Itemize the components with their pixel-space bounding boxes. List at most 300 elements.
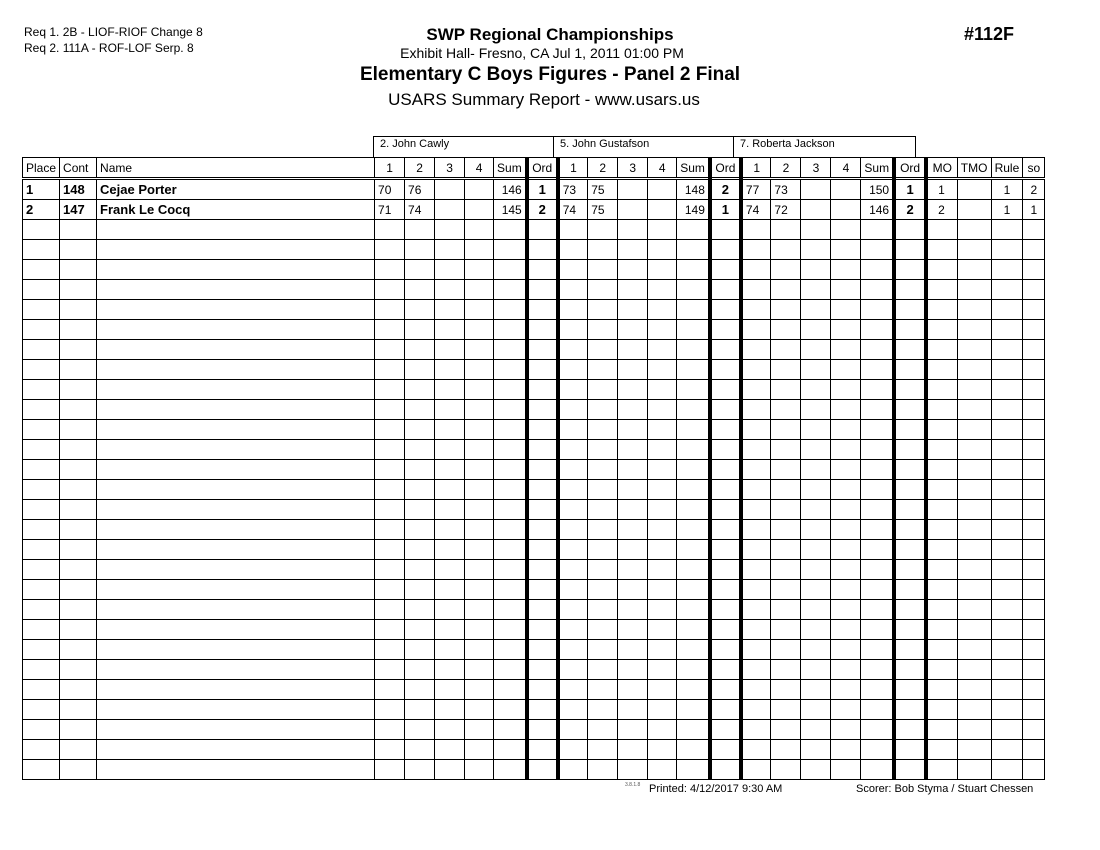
empty-cell [957, 540, 991, 560]
empty-cell [861, 560, 894, 580]
empty-cell [588, 340, 618, 360]
empty-cell [435, 340, 465, 360]
empty-cell [435, 220, 465, 240]
empty-cell [97, 420, 375, 440]
empty-cell [677, 640, 710, 660]
empty-cell [527, 700, 558, 720]
empty-cell [435, 260, 465, 280]
empty-cell [435, 380, 465, 400]
empty-cell [861, 380, 894, 400]
empty-cell [375, 560, 405, 580]
empty-cell [771, 480, 801, 500]
empty-cell [831, 700, 861, 720]
empty-cell [741, 220, 771, 240]
empty-cell [801, 520, 831, 540]
empty-cell [23, 420, 60, 440]
empty-cell [435, 720, 465, 740]
empty-cell [405, 760, 435, 780]
empty-cell [97, 400, 375, 420]
empty-cell [494, 520, 527, 540]
empty-cell [97, 380, 375, 400]
empty-cell [60, 760, 97, 780]
empty-cell [991, 620, 1023, 640]
empty-cell [957, 640, 991, 660]
empty-cell [894, 500, 926, 520]
col-j1-sum: Sum [494, 158, 527, 179]
empty-cell [527, 500, 558, 520]
empty-cell [677, 340, 710, 360]
empty-cell [375, 420, 405, 440]
empty-row [23, 740, 1045, 760]
empty-cell [677, 740, 710, 760]
empty-cell [648, 320, 677, 340]
empty-cell [558, 480, 588, 500]
empty-cell [771, 420, 801, 440]
empty-cell [405, 740, 435, 760]
empty-cell [894, 260, 926, 280]
empty-cell [60, 300, 97, 320]
empty-cell [648, 400, 677, 420]
empty-cell [991, 360, 1023, 380]
empty-cell [801, 320, 831, 340]
j2-3-cell [618, 200, 648, 220]
empty-cell [1023, 700, 1045, 720]
so-cell: 2 [1023, 179, 1045, 200]
empty-cell [648, 260, 677, 280]
empty-cell [375, 360, 405, 380]
empty-cell [831, 520, 861, 540]
empty-cell [60, 220, 97, 240]
empty-cell [677, 360, 710, 380]
judge-header-2 [553, 136, 734, 157]
empty-cell [405, 280, 435, 300]
empty-cell [494, 560, 527, 580]
empty-cell [741, 380, 771, 400]
empty-cell [465, 600, 494, 620]
empty-cell [494, 260, 527, 280]
empty-cell [588, 520, 618, 540]
empty-cell [648, 680, 677, 700]
empty-cell [861, 440, 894, 460]
empty-cell [618, 740, 648, 760]
empty-cell [618, 520, 648, 540]
empty-cell [677, 660, 710, 680]
empty-cell [465, 640, 494, 660]
empty-cell [527, 680, 558, 700]
empty-cell [710, 400, 741, 420]
empty-cell [60, 360, 97, 380]
empty-cell [23, 280, 60, 300]
j1-1-cell: 71 [375, 200, 405, 220]
so-cell: 1 [1023, 200, 1045, 220]
scorer-label: Scorer: Bob Styma / Stuart Chessen [856, 783, 1034, 795]
col-j2-sum: Sum [677, 158, 710, 179]
empty-cell [831, 460, 861, 480]
empty-cell [957, 300, 991, 320]
empty-cell [861, 340, 894, 360]
empty-cell [23, 660, 60, 680]
empty-cell [435, 520, 465, 540]
empty-cell [648, 480, 677, 500]
j2-2-cell: 75 [588, 179, 618, 200]
empty-cell [588, 660, 618, 680]
empty-cell [991, 480, 1023, 500]
empty-cell [801, 540, 831, 560]
empty-cell [527, 300, 558, 320]
empty-cell [465, 220, 494, 240]
empty-cell [60, 740, 97, 760]
empty-cell [465, 720, 494, 740]
empty-cell [957, 420, 991, 440]
empty-cell [710, 700, 741, 720]
empty-cell [588, 720, 618, 740]
col-j3-sum: Sum [861, 158, 894, 179]
empty-cell [494, 540, 527, 560]
empty-cell [588, 600, 618, 620]
empty-cell [771, 280, 801, 300]
empty-cell [23, 500, 60, 520]
empty-cell [405, 380, 435, 400]
empty-cell [926, 400, 957, 420]
empty-cell [558, 600, 588, 620]
empty-cell [741, 540, 771, 560]
empty-cell [677, 300, 710, 320]
empty-cell [588, 700, 618, 720]
empty-cell [771, 760, 801, 780]
empty-cell [435, 480, 465, 500]
empty-cell [527, 600, 558, 620]
empty-cell [677, 520, 710, 540]
empty-cell [710, 660, 741, 680]
col-j3-2: 2 [771, 158, 801, 179]
empty-cell [465, 620, 494, 640]
col-name: Name [97, 158, 375, 179]
judge-header-1 [373, 136, 554, 157]
empty-cell [435, 420, 465, 440]
empty-cell [618, 320, 648, 340]
empty-cell [405, 580, 435, 600]
empty-cell [618, 480, 648, 500]
empty-cell [741, 720, 771, 740]
empty-cell [97, 480, 375, 500]
empty-cell [1023, 280, 1045, 300]
empty-cell [861, 360, 894, 380]
empty-cell [465, 300, 494, 320]
empty-cell [648, 300, 677, 320]
empty-cell [527, 640, 558, 660]
empty-cell [957, 460, 991, 480]
empty-cell [957, 740, 991, 760]
empty-row [23, 280, 1045, 300]
empty-cell [648, 760, 677, 780]
col-j2-ord: Ord [710, 158, 741, 179]
empty-cell [801, 600, 831, 620]
empty-cell [1023, 640, 1045, 660]
empty-cell [648, 280, 677, 300]
empty-row [23, 700, 1045, 720]
empty-cell [926, 680, 957, 700]
empty-cell [97, 320, 375, 340]
empty-cell [405, 620, 435, 640]
empty-cell [991, 580, 1023, 600]
empty-cell [558, 220, 588, 240]
empty-row [23, 500, 1045, 520]
empty-cell [375, 320, 405, 340]
empty-cell [741, 400, 771, 420]
empty-cell [957, 340, 991, 360]
empty-cell [710, 680, 741, 700]
empty-cell [894, 360, 926, 380]
empty-cell [405, 700, 435, 720]
empty-cell [771, 240, 801, 260]
empty-cell [801, 680, 831, 700]
col-j1-3: 3 [435, 158, 465, 179]
empty-cell [741, 440, 771, 460]
empty-cell [465, 460, 494, 480]
empty-cell [1023, 460, 1045, 480]
empty-cell [648, 600, 677, 620]
empty-cell [465, 500, 494, 520]
empty-cell [710, 320, 741, 340]
empty-cell [741, 520, 771, 540]
empty-cell [861, 580, 894, 600]
empty-cell [801, 380, 831, 400]
empty-cell [97, 240, 375, 260]
empty-cell [405, 460, 435, 480]
j3-1-cell: 74 [741, 200, 771, 220]
empty-cell [435, 660, 465, 680]
empty-cell [1023, 300, 1045, 320]
empty-cell [23, 240, 60, 260]
empty-cell [23, 620, 60, 640]
empty-cell [618, 540, 648, 560]
empty-cell [771, 500, 801, 520]
empty-cell [618, 460, 648, 480]
j3-4-cell [831, 179, 861, 200]
empty-cell [741, 320, 771, 340]
empty-cell [861, 300, 894, 320]
empty-cell [741, 580, 771, 600]
empty-row [23, 560, 1045, 580]
empty-cell [405, 400, 435, 420]
empty-cell [648, 740, 677, 760]
col-j1-2: 2 [405, 158, 435, 179]
cont-cell: 147 [60, 200, 97, 220]
empty-cell [861, 320, 894, 340]
empty-cell [991, 440, 1023, 460]
tmo-cell [957, 179, 991, 200]
empty-cell [957, 320, 991, 340]
empty-cell [677, 440, 710, 460]
empty-cell [741, 280, 771, 300]
empty-cell [465, 660, 494, 680]
empty-cell [957, 220, 991, 240]
empty-cell [771, 220, 801, 240]
empty-cell [741, 740, 771, 760]
empty-cell [677, 540, 710, 560]
empty-cell [494, 420, 527, 440]
empty-cell [801, 280, 831, 300]
empty-cell [97, 580, 375, 600]
empty-cell [957, 580, 991, 600]
empty-cell [648, 220, 677, 240]
venue-line: Exhibit Hall- Fresno, CA Jul 1, 2011 01:00 PM [400, 45, 684, 61]
empty-cell [558, 400, 588, 420]
empty-cell [801, 360, 831, 380]
empty-cell [894, 440, 926, 460]
judge-name: 2. John Cawly [380, 138, 450, 150]
empty-cell [558, 260, 588, 280]
empty-cell [831, 260, 861, 280]
empty-cell [894, 680, 926, 700]
empty-cell [831, 440, 861, 460]
empty-cell [435, 240, 465, 260]
col-j1-ord: Ord [527, 158, 558, 179]
empty-cell [558, 760, 588, 780]
empty-cell [771, 680, 801, 700]
empty-cell [710, 540, 741, 560]
empty-cell [741, 260, 771, 280]
rule-cell: 1 [991, 200, 1023, 220]
empty-cell [861, 740, 894, 760]
empty-cell [375, 740, 405, 760]
empty-cell [894, 460, 926, 480]
empty-cell [494, 580, 527, 600]
empty-cell [60, 720, 97, 740]
empty-cell [465, 700, 494, 720]
empty-cell [991, 680, 1023, 700]
empty-cell [861, 240, 894, 260]
empty-cell [97, 500, 375, 520]
empty-cell [1023, 520, 1045, 540]
empty-cell [710, 760, 741, 780]
j1-sum-cell: 146 [494, 179, 527, 200]
empty-cell [435, 540, 465, 560]
empty-cell [60, 580, 97, 600]
empty-cell [741, 240, 771, 260]
empty-cell [97, 440, 375, 460]
empty-cell [435, 500, 465, 520]
empty-row [23, 600, 1045, 620]
empty-cell [894, 240, 926, 260]
empty-cell [465, 520, 494, 540]
empty-cell [741, 460, 771, 480]
empty-cell [465, 680, 494, 700]
empty-cell [494, 760, 527, 780]
empty-cell [926, 560, 957, 580]
empty-cell [97, 640, 375, 660]
j1-ord-cell: 2 [527, 200, 558, 220]
empty-cell [465, 760, 494, 780]
empty-cell [558, 360, 588, 380]
empty-cell [1023, 580, 1045, 600]
empty-cell [60, 600, 97, 620]
empty-cell [558, 280, 588, 300]
j3-sum-cell: 150 [861, 179, 894, 200]
empty-cell [677, 380, 710, 400]
j1-1-cell: 70 [375, 179, 405, 200]
empty-cell [831, 680, 861, 700]
empty-cell [648, 700, 677, 720]
empty-cell [527, 380, 558, 400]
results-table [22, 157, 1045, 780]
empty-cell [465, 400, 494, 420]
empty-cell [494, 740, 527, 760]
empty-cell [831, 500, 861, 520]
empty-cell [801, 580, 831, 600]
col-j1-1: 1 [375, 158, 405, 179]
empty-cell [435, 560, 465, 580]
empty-cell [648, 240, 677, 260]
empty-cell [435, 620, 465, 640]
empty-cell [1023, 220, 1045, 240]
empty-cell [558, 560, 588, 580]
empty-cell [957, 760, 991, 780]
empty-cell [894, 560, 926, 580]
empty-cell [861, 460, 894, 480]
empty-cell [527, 740, 558, 760]
empty-cell [926, 320, 957, 340]
empty-cell [801, 480, 831, 500]
judge-header-3 [733, 136, 916, 157]
empty-cell [710, 240, 741, 260]
empty-cell [991, 540, 1023, 560]
col-place: Place [23, 158, 60, 179]
empty-cell [494, 440, 527, 460]
empty-cell [375, 640, 405, 660]
empty-cell [861, 600, 894, 620]
empty-cell [926, 640, 957, 660]
header-row [23, 158, 1045, 179]
empty-row [23, 760, 1045, 780]
empty-cell [375, 620, 405, 640]
empty-cell [991, 760, 1023, 780]
empty-cell [710, 480, 741, 500]
empty-cell [435, 580, 465, 600]
empty-cell [558, 720, 588, 740]
empty-cell [677, 720, 710, 740]
empty-row [23, 580, 1045, 600]
empty-cell [618, 700, 648, 720]
empty-cell [97, 520, 375, 540]
empty-cell [926, 460, 957, 480]
j3-ord-cell: 1 [894, 179, 926, 200]
empty-cell [405, 560, 435, 580]
empty-cell [97, 660, 375, 680]
empty-cell [926, 580, 957, 600]
empty-cell [405, 340, 435, 360]
empty-cell [771, 260, 801, 280]
requirement-1: Req 1. 2B - LIOF-RIOF Change 8 [24, 25, 203, 39]
empty-cell [527, 540, 558, 560]
empty-cell [405, 240, 435, 260]
empty-cell [588, 580, 618, 600]
empty-cell [494, 640, 527, 660]
empty-cell [861, 400, 894, 420]
empty-cell [831, 360, 861, 380]
empty-cell [771, 620, 801, 640]
j3-1-cell: 77 [741, 179, 771, 200]
j2-ord-cell: 1 [710, 200, 741, 220]
empty-cell [710, 380, 741, 400]
empty-cell [1023, 340, 1045, 360]
empty-cell [588, 420, 618, 440]
empty-cell [710, 460, 741, 480]
empty-cell [60, 420, 97, 440]
empty-cell [801, 460, 831, 480]
empty-cell [861, 220, 894, 240]
empty-cell [588, 300, 618, 320]
